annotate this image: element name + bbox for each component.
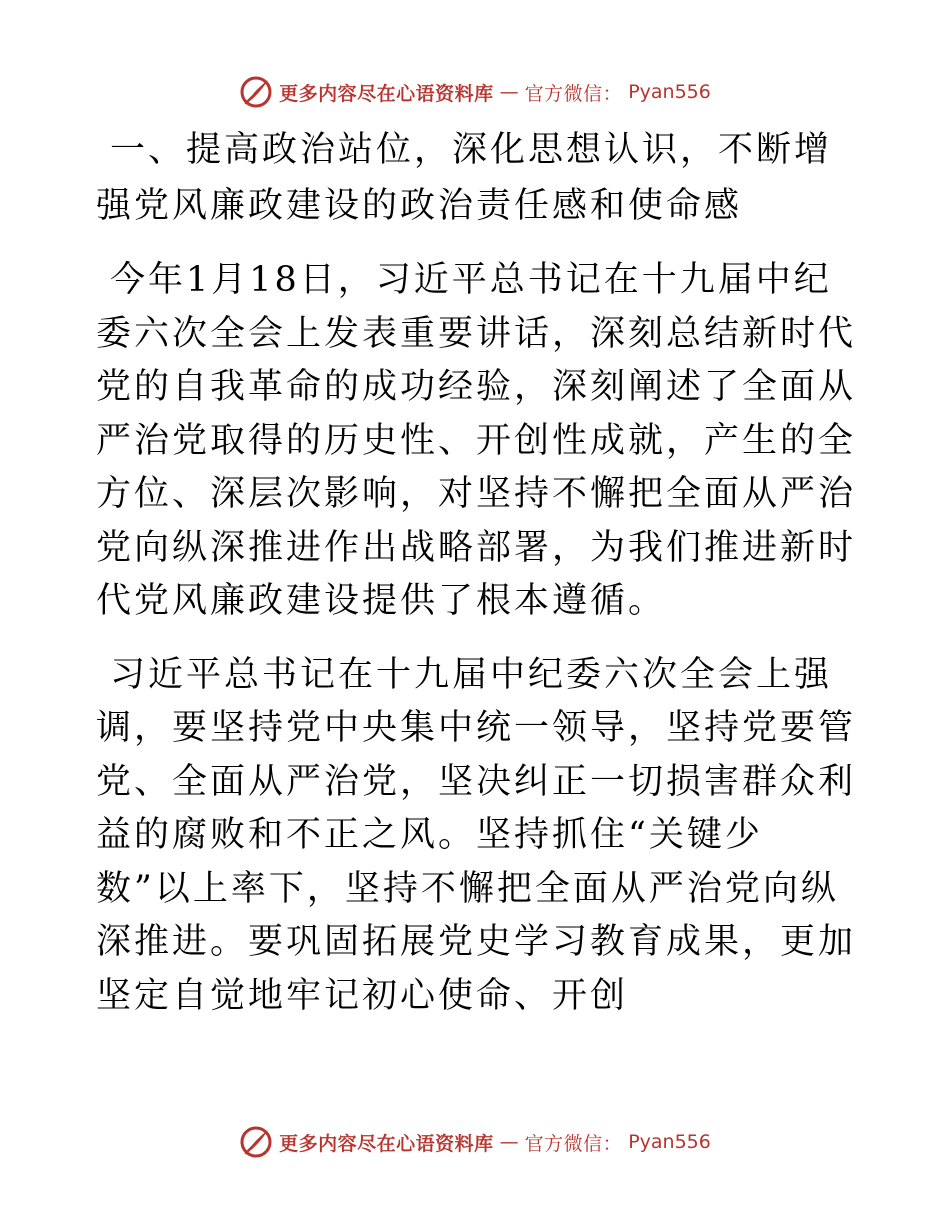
watermark-label: 官方微信： bbox=[524, 1132, 623, 1155]
quill-logo-icon bbox=[239, 1125, 273, 1159]
watermark-site-text: 更多内容尽在心语资料库 bbox=[279, 82, 494, 105]
paragraph-1: 今年1月18日，习近平总书记在十九届中纪委六次全会上发表重要讲话，深刻总结新时代党的自我革命的成功经验，深刻阐述了全面从严治党取得的历史性、开创性成就，产生的全方位、深层次影响，对坚持不懈把全面从严治党向纵深推进作出战略部署，为我们推进新时代党风廉政建设提供了根本遵循。 bbox=[96, 260, 857, 621]
watermark-separator: — bbox=[499, 1131, 519, 1153]
document-body bbox=[96, 122, 856, 1043]
section-heading: 一、提高政治站位，深化思想认识，不断增强党风廉政建设的政治责任感和使命感 bbox=[96, 130, 833, 226]
watermark-label: 官方微信： bbox=[524, 82, 623, 105]
header-watermark bbox=[0, 74, 950, 110]
footer-watermark bbox=[0, 1124, 950, 1160]
paragraph-2: 习近平总书记在十九届中纪委六次全会上强调，要坚持党中央集中统一领导，坚持党要管党、全面从严治党，坚决纠正一切损害群众利益的腐败和不正之风。坚持抓住“关键少数”以上率下，坚持不懈把全面从严治党向纵深推进。要巩固拓展党史学习教育成果，更加坚定自觉地牢记初心使命、开创 bbox=[96, 654, 857, 1016]
watermark-wechat-id: Pyan556 bbox=[628, 81, 711, 103]
watermark-wechat-id: Pyan556 bbox=[628, 1131, 711, 1153]
watermark-site-text: 更多内容尽在心语资料库 bbox=[279, 1132, 494, 1155]
quill-logo-icon bbox=[239, 75, 273, 109]
watermark-separator: — bbox=[499, 81, 519, 103]
